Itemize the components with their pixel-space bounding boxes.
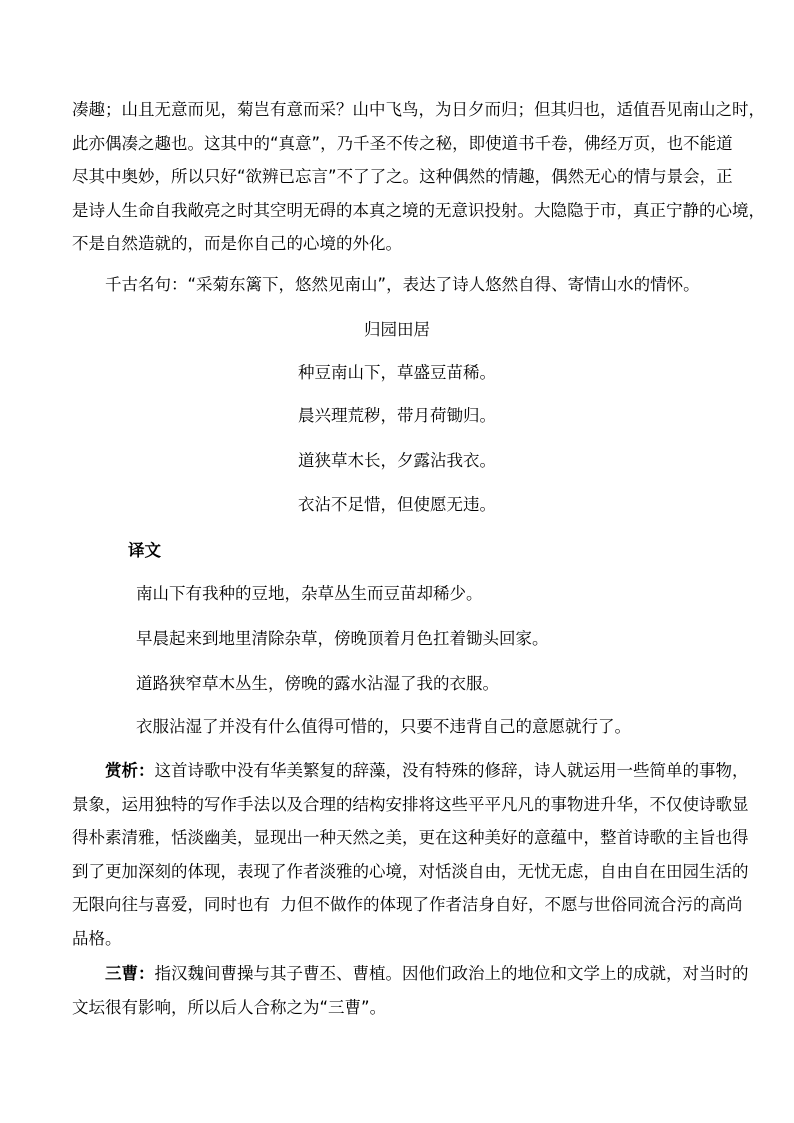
paragraph-line: 不是自然造就的，而是你自己的心境的外化。 <box>72 234 402 253</box>
three-cao-line: 文坛很有影响，所以后人合称之为“三曹”。 <box>72 997 387 1017</box>
poem-line: 种豆南山下，草盛豆苗稀。 <box>298 363 496 382</box>
three-cao-first-line <box>72 957 749 991</box>
three-cao-text: 指汉魏间曹操与其子曹丕、曹植。因他们政治上的地位和文学上的成就，对当时的 <box>154 964 749 983</box>
appreciation-line: 品格。 <box>72 928 122 948</box>
intro-paragraph <box>72 93 765 261</box>
translation-line: 南山下有我种的豆地，杂草丛生而豆苗却稀少。 <box>136 584 483 603</box>
paragraph-line: 此亦偶凑之趣也。这其中的“真意”，乃千圣不传之秘，即使道书千卷，佛经万页，也不能道 <box>72 133 733 153</box>
three-cao-paragraph <box>72 957 749 1024</box>
poem-line: 衣沾不足惜，但使愿无违。 <box>298 495 496 514</box>
paragraph-line: 是诗人生命自我敞亮之时其空明无碍的本真之境的无意识投射。大隐隐于市，真正宁静的心境， <box>72 200 765 220</box>
appreciation-paragraph <box>72 754 749 955</box>
three-cao-label: 三曹： <box>105 964 155 983</box>
appreciation-text: 这首诗歌中没有华美繁复的辞藻，没有特殊的修辞，诗人就运用一些简单的事物， <box>154 761 749 780</box>
appreciation-line: 景象，运用独特的写作手法以及合理的结构安排将这些平平凡凡的事物进升华，不仅使诗歌显 <box>72 794 749 814</box>
appreciation-first-line <box>72 754 749 788</box>
famous-line: 千古名句：“采菊东篱下，悠然见南山”，表达了诗人悠然自得、寄情山水的情怀。 <box>105 275 700 294</box>
poem-line: 晨兴理荒秽，带月荷锄归。 <box>298 406 496 425</box>
appreciation-line: 得朴素清雅，恬淡幽美，显现出一种天然之美，更在这种美好的意蕴中，整首诗歌的主旨也得 <box>72 828 749 847</box>
translation-line: 衣服沾湿了并没有什么值得可惜的，只要不违背自己的意愿就行了。 <box>136 717 631 736</box>
translation-line: 早晨起来到地里清除杂草，傍晚顶着月色扛着锄头回家。 <box>136 629 549 648</box>
appreciation-line: 到了更加深刻的体现，表现了作者淡雅的心境，对恬淡自由，无忧无虑，自由自在田园生活的 <box>72 861 749 881</box>
appreciation-line: 无限向往与喜爱，同时也有 力但不做作的体现了作者洁身自好，不愿与世俗同流合污的高尚 <box>72 895 743 914</box>
paragraph-line: 凑趣；山且无意而见，菊岂有意而采？山中飞鸟，为日夕而归；但其归也，适值吾见南山之时， <box>72 100 765 119</box>
poem-title: 归园田居 <box>364 320 430 339</box>
poem-line: 道狭草木长，夕露沾我衣。 <box>298 451 496 470</box>
translation-heading: 译文 <box>128 541 161 560</box>
translation-line: 道路狭窄草木丛生，傍晚的露水沾湿了我的衣服。 <box>136 674 499 693</box>
appreciation-label: 赏析： <box>105 761 155 780</box>
paragraph-line: 尽其中奥妙，所以只好“欲辨已忘言”不了了之。这种偶然的情趣，偶然无心的情与景会，正 <box>72 167 733 186</box>
